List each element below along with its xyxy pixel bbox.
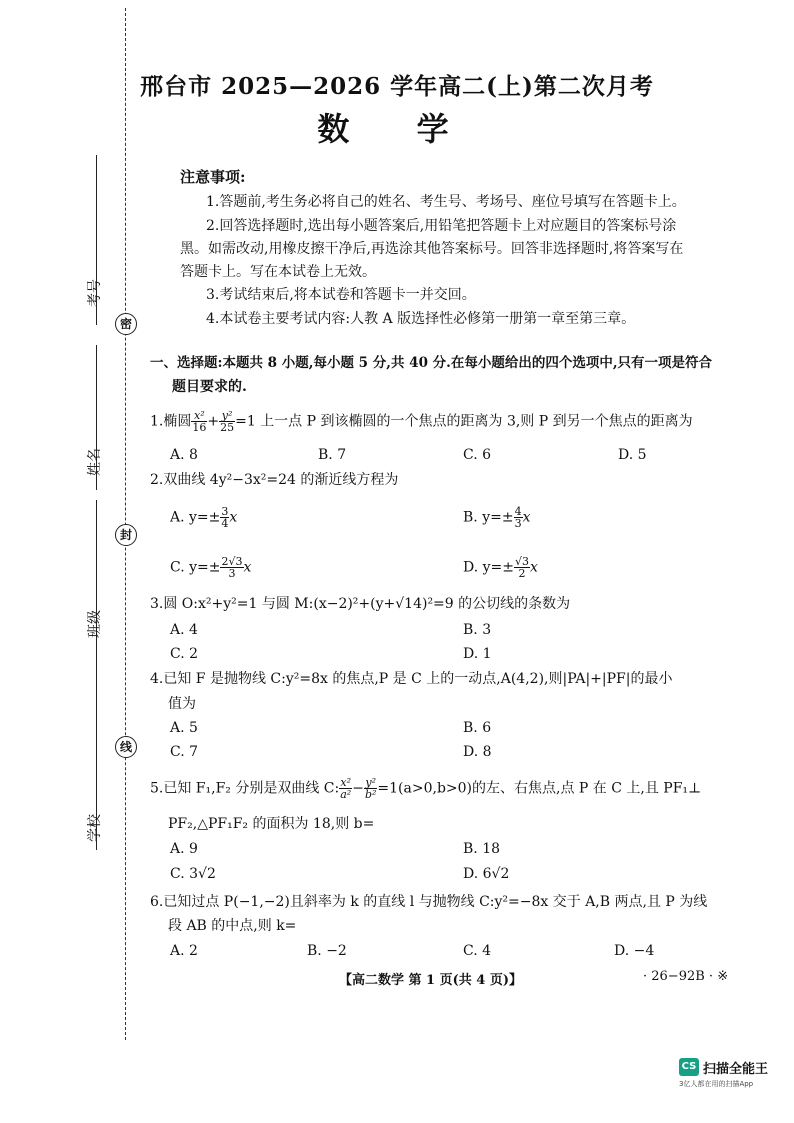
q5-option-a: A. 9 (170, 841, 198, 857)
q5-frac2-num: y² (365, 776, 376, 789)
q5-option-d: D. 6√2 (463, 866, 510, 882)
q4-option-d: D. 8 (463, 744, 492, 760)
q1-option-c: C. 6 (463, 447, 492, 463)
q1-option-d: D. 5 (618, 447, 647, 463)
q2-d-num: √3 (515, 555, 530, 568)
seal-xian: 线 (115, 736, 137, 758)
q4-option-a: A. 5 (170, 720, 198, 736)
question-4-stem: 4.已知 F 是抛物线 C:y²=8x 的焦点,P 是 C 上的一动点,A(4,2),则|PA|+|PF|的最小 (150, 671, 673, 687)
q2-a-num: 3 (221, 505, 229, 518)
question-1-stem (150, 410, 693, 433)
q2-b-den: 3 (514, 517, 522, 530)
note-4: 4.本试卷主要考试内容:人教 A 版选择性必修第一册第一章至第三章。 (206, 311, 636, 327)
q2-b-fraction (514, 506, 523, 529)
notes-heading: 注意事项: (180, 168, 246, 186)
q2-c-fraction (220, 556, 243, 579)
name-label: 姓名 (87, 448, 103, 476)
q1-prefix: 1.椭圆 (150, 413, 192, 430)
question-6-stem: 6.已知过点 P(−1,−2)且斜率为 k 的直线 l 与抛物线 C:y²=−8x 交于 A,B 两点,且 P 为线 (150, 894, 708, 910)
q2-c-num: 2√3 (221, 555, 243, 568)
q1-option-b: B. 7 (318, 447, 347, 463)
exam-title: 邢台市 2025—2026 学年高二(上)第二次月考 (140, 73, 654, 100)
student-id-label: 考号 (87, 279, 103, 307)
q2-a-var: x (229, 509, 238, 526)
q3-option-c: C. 2 (170, 646, 199, 662)
q5-minus: − (352, 780, 364, 797)
q2-d-prefix: D. y=± (463, 559, 514, 576)
q4-option-c: C. 7 (170, 744, 199, 760)
q2-option-b (463, 506, 530, 529)
q3-option-a: A. 4 (170, 622, 198, 638)
scanner-app-name: 扫描全能王 (703, 1062, 769, 1077)
q1-fraction-y (219, 410, 235, 433)
section-heading: 一、选择题:本题共 8 小题,每小题 5 分,共 40 分.在每小题给出的四个选项中,只有一项是符合 (150, 355, 713, 371)
question-5-stem-cont: PF₂,△PF₁F₂ 的面积为 18,则 b= (168, 816, 375, 832)
q2-option-d (463, 556, 538, 579)
q2-c-var: x (243, 559, 252, 576)
paper-code: · 26−92B · ※ (643, 969, 729, 984)
scanner-tagline: 3亿人都在用的扫描App (679, 1080, 754, 1088)
q6-option-b: B. −2 (307, 943, 347, 959)
q5-frac1-den: a² (340, 788, 352, 801)
q6-option-d: D. −4 (614, 943, 655, 959)
question-4-stem-cont: 值为 (168, 696, 196, 712)
q2-a-prefix: A. y=± (170, 509, 221, 526)
page-footer: 【高二数学 第 1 页(共 4 页)】 (339, 973, 523, 988)
q1-plus: + (207, 413, 220, 430)
note-1: 1.答题前,考生务必将自己的姓名、考生号、考场号、座位号填写在答题卡上。 (206, 194, 686, 210)
q2-b-prefix: B. y=± (463, 509, 514, 526)
question-6-stem-cont: 段 AB 的中点,则 k= (168, 918, 297, 934)
school-label: 学校 (87, 814, 103, 842)
q2-a-den: 4 (221, 517, 229, 530)
q2-b-num: 4 (514, 505, 522, 518)
camscanner-logo-icon: CS (679, 1058, 699, 1076)
q5-option-b: B. 18 (463, 841, 501, 857)
q1-frac1-num: x² (191, 410, 207, 422)
q1-option-a: A. 8 (170, 447, 198, 463)
seal-mi: 密 (115, 313, 137, 335)
note-3: 3.考试结束后,将本试卷和答题卡一并交回。 (206, 287, 476, 303)
note-2-cont2: 答题卡上。写在本试卷上无效。 (180, 264, 376, 280)
q5-frac2-den: b² (364, 788, 377, 801)
class-label: 班级 (87, 610, 103, 638)
question-5-stem (150, 777, 701, 800)
note-2: 2.回答选择题时,选出每小题答案后,用铅笔把答题卡上对应题目的答案标号涂 (206, 218, 677, 234)
q5-fraction-x (339, 777, 352, 800)
q5-frac1-num: x² (340, 776, 352, 789)
q1-fraction-x (191, 410, 207, 433)
q1-suffix: =1 上一点 P 到该椭圆的一个焦点的距离为 3,则 P 到另一个焦点的距离为 (235, 413, 693, 430)
q4-option-b: B. 6 (463, 720, 492, 736)
q6-option-a: A. 2 (170, 943, 198, 959)
q2-d-var: x (530, 559, 538, 576)
q3-option-d: D. 1 (463, 646, 492, 662)
section-heading-cont: 题目要求的. (172, 379, 247, 395)
q2-c-prefix: C. y=± (170, 559, 221, 576)
q1-frac2-den: 25 (220, 421, 235, 434)
q5-suffix: =1(a>0,b>0)的左、右焦点,点 P 在 C 上,且 PF₁⊥ (377, 780, 702, 797)
note-2-cont: 黑。如需改动,用橡皮擦干净后,再选涂其他答案标号。回答非选择题时,将答案写在 (180, 241, 684, 257)
q6-option-c: C. 4 (463, 943, 492, 959)
seal-feng: 封 (115, 524, 137, 546)
q2-c-den: 3 (228, 567, 236, 580)
question-2-stem: 2.双曲线 4y²−3x²=24 的渐近线方程为 (150, 472, 399, 488)
q5-fraction-y (364, 777, 377, 800)
q2-b-var: x (522, 509, 531, 526)
subject-title: 数 学 (317, 110, 477, 148)
q1-frac2-num: y² (219, 410, 235, 422)
q1-frac1-den: 16 (192, 421, 207, 434)
q2-d-fraction (514, 556, 530, 579)
q5-option-c: C. 3√2 (170, 866, 216, 882)
q2-option-a (170, 506, 237, 529)
q2-d-den: 2 (518, 567, 526, 580)
q2-option-c (170, 556, 251, 579)
q5-prefix: 5.已知 F₁,F₂ 分别是双曲线 C: (150, 780, 340, 797)
question-3-stem: 3.圆 O:x²+y²=1 与圆 M:(x−2)²+(y+√14)²=9 的公切线的条数为 (150, 596, 571, 612)
q3-option-b: B. 3 (463, 622, 492, 638)
